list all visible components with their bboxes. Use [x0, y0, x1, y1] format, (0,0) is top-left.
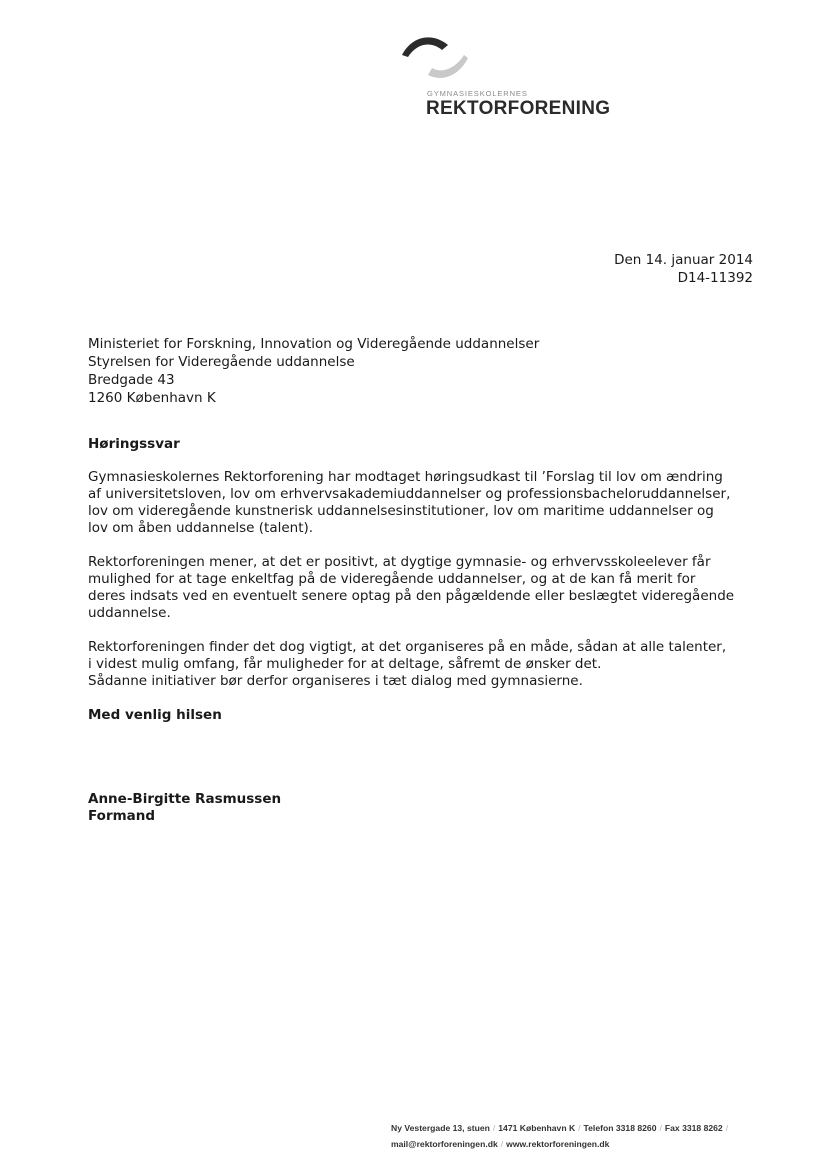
footer-separator: / [725, 1123, 729, 1133]
signatory-title: Formand [88, 808, 156, 824]
letter-meta [614, 251, 753, 287]
signature-block [88, 791, 281, 825]
footer-email-link[interactable]: mail@rektorforeningen.dk [391, 1139, 498, 1149]
recipient-line: 1260 København K [88, 390, 216, 406]
paragraph-line: i videst mulig omfang, får muligheder for at deltage, såfremt de ønsker det. [88, 656, 602, 672]
recipient-line: Bredgade 43 [88, 372, 175, 388]
organization-logo-icon [398, 28, 468, 84]
body-paragraph [88, 554, 758, 622]
letter-closing: Med venlig hilsen [88, 707, 222, 723]
body-paragraph [88, 639, 758, 690]
signatory-name: Anne-Birgitte Rasmussen [88, 791, 282, 807]
letter-subject: Høringssvar [88, 436, 180, 452]
paragraph-line: uddannelse. [88, 605, 171, 621]
letterhead-logo [396, 28, 616, 124]
footer-address: Ny Vestergade 13, stuen [391, 1123, 490, 1133]
letter-reference: D14-11392 [677, 270, 753, 286]
paragraph-line: Sådanne initiativer bør derfor organiseres i tæt dialog med gymnasierne. [88, 673, 583, 689]
paragraph-line: lov om åben uddannelse (talent). [88, 520, 314, 536]
paragraph-line: Rektorforeningen mener, at det er positivt, at dygtige gymnasie- og erhvervsskoleelever får [88, 554, 711, 570]
footer-website-link[interactable]: www.rektorforeningen.dk [506, 1139, 610, 1149]
paragraph-line: Rektorforeningen finder det dog vigtigt, at det organiseres på en måde, sådan at alle talenter, [88, 639, 727, 655]
recipient-line: Styrelsen for Videregående uddannelse [88, 354, 355, 370]
body-paragraph [88, 469, 758, 537]
logo-subtitle: GYMNASIESKOLERNES [427, 89, 528, 98]
recipient-line: Ministeriet for Forskning, Innovation og Videregående uddannelser [88, 336, 540, 352]
letterhead-footer [391, 1120, 731, 1152]
footer-separator: / [492, 1123, 496, 1133]
footer-line-contact [391, 1136, 731, 1152]
footer-separator: / [578, 1123, 581, 1133]
letter-date: Den 14. januar 2014 [614, 252, 753, 268]
footer-line-address [391, 1120, 731, 1136]
footer-separator: / [500, 1139, 504, 1149]
footer-city: 1471 København K [498, 1123, 576, 1133]
paragraph-line: lov om videregående kunstnerisk uddannelsesinstitutioner, lov om maritime uddannelser og [88, 503, 714, 519]
logo-organization-name: REKTORFORENING [426, 98, 611, 119]
paragraph-line: af universitetsloven, lov om erhvervsakademiuddannelser og professionsbacheloruddannelser, [88, 486, 731, 502]
letter-body [88, 436, 758, 724]
footer-fax: Fax 3318 8262 [664, 1123, 723, 1133]
recipient-address [88, 335, 539, 407]
paragraph-line: deres indsats ved en eventuelt senere optag på den pågældende eller beslægtet videregående [88, 588, 735, 604]
footer-separator: / [659, 1123, 662, 1133]
paragraph-line: mulighed for at tage enkeltfag på de videregående uddannelser, og at de kan få merit for [88, 571, 696, 587]
paragraph-line: Gymnasieskolernes Rektorforening har modtaget høringsudkast til ’Forslag til lov om ændring [88, 469, 723, 485]
footer-phone: Telefon 3318 8260 [583, 1123, 657, 1133]
